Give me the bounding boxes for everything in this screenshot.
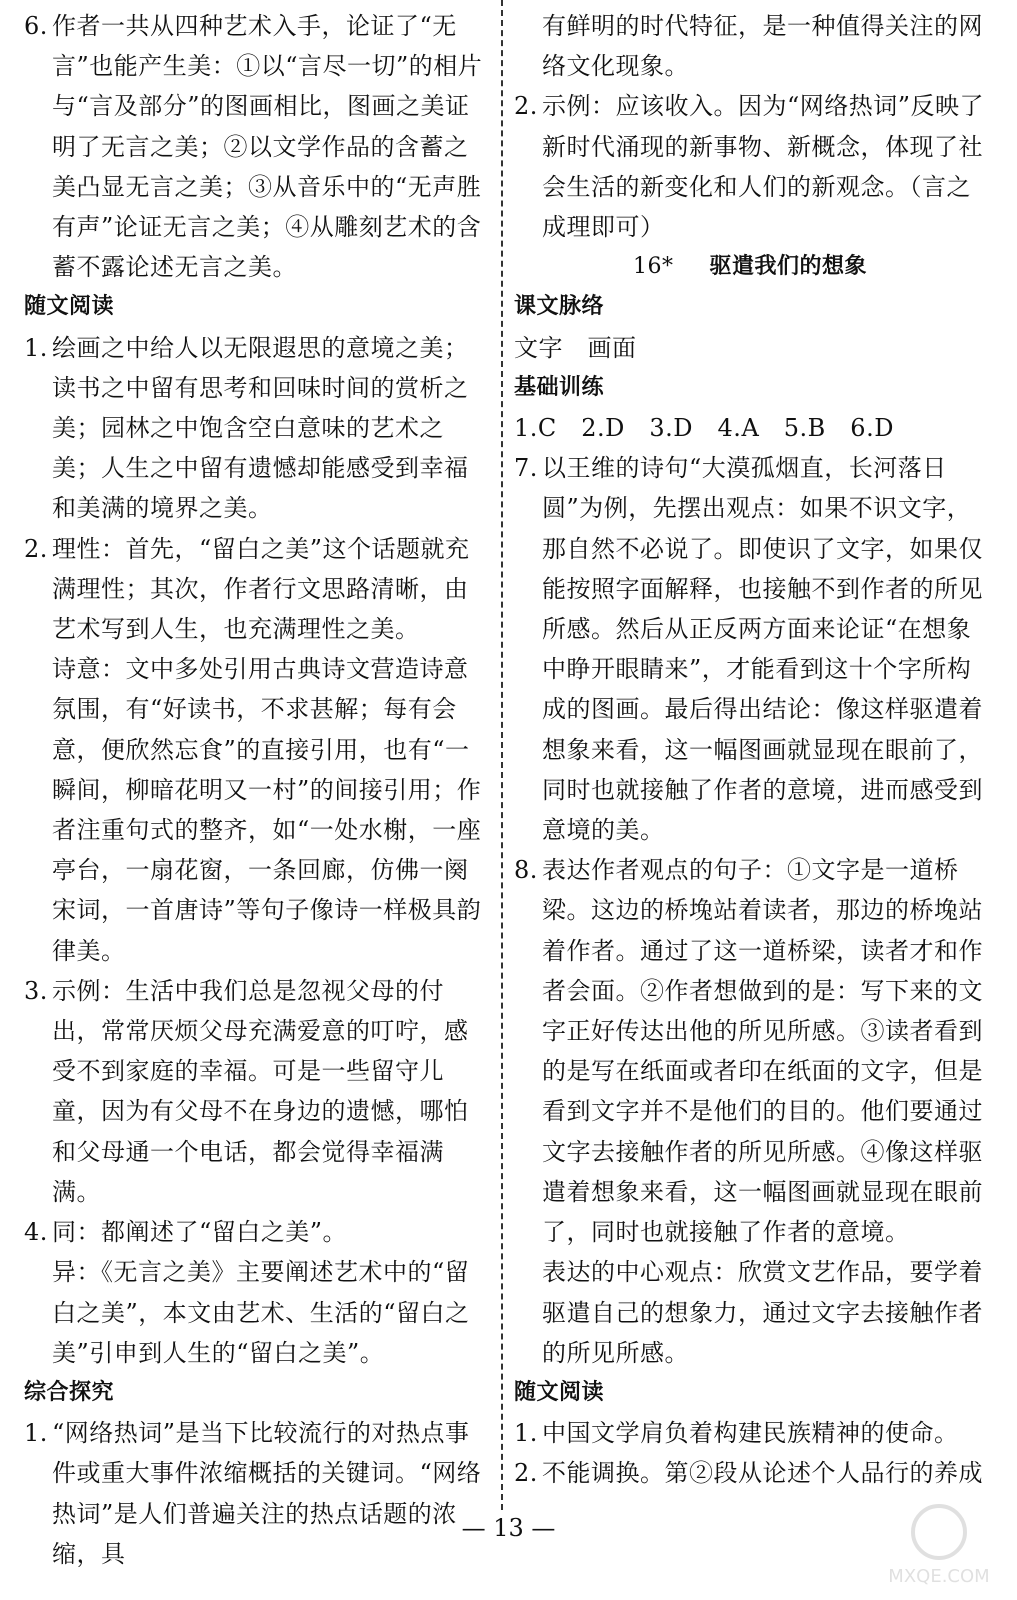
explore-item-2	[514, 86, 986, 247]
item-number: 7.	[514, 454, 538, 483]
item-number: 3.	[24, 976, 48, 1005]
item-text: 绘画之中给人以无限遐思的意境之美；读书之中留有思考和回味时间的赏析之美；园林之中饱含空白意味的艺术之美；人生之中留有遗憾却能感受到幸福和美满的境界之美。	[52, 333, 469, 523]
watermark-logo	[879, 1500, 999, 1590]
explore-item-1-continued: 有鲜明的时代特征，是一种值得关注的网络文化现象。	[542, 12, 983, 81]
item-text: 中国文学肩负着构建民族精神的使命。	[542, 1419, 959, 1448]
item-extra-text: 表达的中心观点：欣赏文艺作品，要学着驱遣自己的想象力，通过文字去接触作者的所见所感。	[542, 1258, 983, 1367]
section-heading-explore: 综合探究	[24, 1379, 115, 1405]
reading-item-2	[24, 529, 492, 971]
column-divider	[501, 0, 503, 1510]
lesson-title	[514, 247, 986, 287]
lesson-number: 16*	[632, 254, 674, 280]
item-number: 1.	[514, 1419, 538, 1448]
section-heading-reading: 随文阅读	[24, 294, 115, 320]
reading-right-item-1	[514, 1413, 986, 1453]
item-text: “网络热词”是当下比较流行的对热点事件或重大事件浓缩概括的关键词。“网络热词”是人们普遍关注的热点话题的浓缩，具	[52, 1419, 482, 1568]
left-column	[24, 6, 492, 1574]
item-number: 2.	[514, 92, 538, 121]
item-number: 8.	[514, 856, 538, 885]
item-number: 2.	[514, 1459, 538, 1488]
section-heading-basic: 基础训练	[514, 374, 605, 400]
lesson-name: 驱遣我们的想象	[709, 254, 867, 280]
section-heading-reading-right: 随文阅读	[514, 1379, 605, 1405]
section-heading-outline: 课文脉络	[514, 294, 605, 320]
item-text: 作者一共从四种艺术入手，论证了“无言”也能产生美：①以“言尽一切”的相片与“言及部分”的图画相比，图画之美证明了无言之美；②以文学作品的含蓄之美凸显无言之美；③从音乐中的“无声胜有声”论证无言之美；④从雕刻艺术的含蓄不露论述无言之美。	[52, 12, 483, 282]
item-text: 理性：首先，“留白之美”这个话题就充满理性；其次，作者行文思路清晰，由艺术写到人生，也充满理性之美。	[52, 534, 470, 644]
basic-item-8	[514, 850, 986, 1373]
reading-item-1	[24, 328, 492, 529]
reading-item-3	[24, 971, 492, 1212]
reading-right-item-2	[514, 1453, 986, 1493]
item-number: 4.	[24, 1218, 48, 1247]
item-text: 表达作者观点的句子：①文字是一道桥梁。这边的桥堍站着读者，那边的桥堍站着作者。通过了这一道桥梁，读者才和作者会面。②作者想做到的是：写下来的文字正好传达出他的所见所感。③读者看到的是写在纸面或者印在纸面的文字，但是看到文字并不是他们的目的。他们要通过文字去接触作者的所见所感。④像这样驱遣着想象来看，这一幅图画就显现在眼前了，同时也就接触了作者的意境。	[542, 856, 983, 1247]
item-text: 示例：应该收入。因为“网络热词”反映了新时代涌现的新事物、新概念，体现了社会生活的新变化和人们的新观念。（言之成理即可）	[542, 92, 985, 242]
item-extra-text: 诗意：文中多处引用古典诗文营造诗意氛围，有“好读书，不求甚解；每有会意，便欣然忘食”的直接引用，也有“一瞬间，柳暗花明又一村”的间接引用；作者注重句式的整齐，如“一处水榭，一座亭台，一扇花窗，一条回廊，仿佛一阕宋词，一首唐诗”等句子像诗一样极具韵律美。	[52, 655, 482, 965]
item-text: 以王维的诗句“大漠孤烟直，长河落日圆”为例，先摆出观点：如果不识文字，那自然不必说了。即使识了文字，如果仅能按照字面解释，也接触不到作者的所见所感。然后从正反两方面来论证“在想象中睁开眼睛来”，才能看到这十个字所构成的图画。最后得出结论：像这样驱遣着想象来看，这一幅图画就显现在眼前了，同时也就接触了作者的意境，进而感受到意境的美。	[542, 454, 983, 845]
item-number: 6.	[24, 12, 48, 40]
choice-answers: 1.C 2.D 3.D 4.A 5.B 6.D	[514, 414, 894, 443]
item-text: 示例：生活中我们总是忽视父母的付出，常常厌烦父母充满爱意的叮咛，感受不到家庭的幸福。可是一些留守儿童，因为有父母不在身边的遗憾，哪怕和父母通一个电话，都会觉得幸福满满。	[52, 976, 469, 1206]
page-number: — 13 —	[461, 1514, 556, 1542]
item-text: 不能调换。第②段从论述个人品行的养成	[542, 1459, 983, 1488]
outline-text: 文字 画面	[514, 333, 637, 362]
item-text: 同：都阐述了“留白之美”。	[52, 1218, 348, 1247]
item-extra-text: 异：《无言之美》主要阐述艺术中的“留白之美”，本文由艺术、生活的“留白之美”引申到人生的“留白之美”。	[52, 1258, 470, 1367]
item-number: 2.	[24, 534, 48, 563]
basic-item-7	[514, 448, 986, 850]
watermark-text: MXQE.COM	[888, 1566, 990, 1587]
explore-item-1	[24, 1413, 492, 1574]
item-number: 1.	[24, 333, 48, 362]
reading-item-4	[24, 1212, 492, 1373]
answer-item-6	[24, 6, 492, 287]
item-number: 1.	[24, 1419, 48, 1448]
right-column	[514, 6, 986, 1494]
